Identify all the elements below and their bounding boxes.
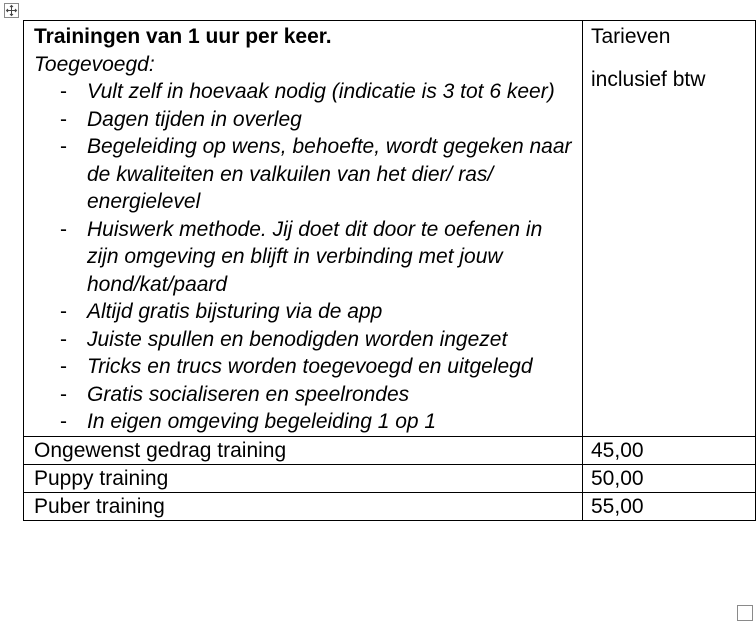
rates-header: [591, 23, 755, 93]
intro-subtitle: Toegevoegd:: [34, 52, 155, 76]
table-row: [24, 464, 756, 492]
table-row: [24, 436, 756, 464]
table-move-handle-icon[interactable]: [4, 3, 19, 18]
intro-title: Trainingen van 1 uur per keer.: [34, 25, 332, 48]
intro-row: [24, 21, 756, 437]
training-price-cell[interactable]: 45,00: [583, 436, 756, 464]
feature-item: - Begeleiding op wens, behoefte, wordt gegeken naar de kwaliteiten en valkuilen van het dier/ ras/ energielevel: [87, 133, 582, 216]
rates-header-line1: Tarieven: [591, 25, 671, 48]
feature-item: - Altijd gratis bijsturing via de app: [87, 298, 582, 326]
table-row: [24, 492, 756, 520]
feature-item: - Huiswerk methode. Jij doet dit door te oefenen in zijn omgeving en blijft in verbinding met jouw hond/kat/paard: [87, 216, 582, 299]
rates-header-line2: inclusief btw: [591, 67, 706, 91]
feature-item: - In eigen omgeving begeleiding 1 op 1: [87, 408, 582, 436]
feature-item: - Vult zelf in hoevaak nodig (indicatie is 3 tot 6 keer): [87, 78, 582, 106]
intro-cell[interactable]: [24, 21, 583, 437]
table-resize-handle-icon[interactable]: [737, 605, 753, 621]
feature-item: - Juiste spullen en benodigden worden ingezet: [87, 326, 582, 354]
move-arrows-icon: [5, 4, 18, 17]
training-price-cell[interactable]: 55,00: [583, 492, 756, 520]
rates-header-cell[interactable]: [583, 21, 756, 437]
features-list: [34, 78, 582, 436]
feature-item: - Tricks en trucs worden toegevoegd en uitgelegd: [87, 353, 582, 381]
training-name-cell[interactable]: Puber training: [24, 492, 583, 520]
feature-item: - Gratis socialiseren en speelrondes: [87, 381, 582, 409]
training-price-cell[interactable]: 50,00: [583, 464, 756, 492]
training-name-cell[interactable]: Ongewenst gedrag training: [24, 436, 583, 464]
training-name-cell[interactable]: Puppy training: [24, 464, 583, 492]
pricing-table: [23, 20, 756, 521]
feature-item: - Dagen tijden in overleg: [87, 106, 582, 134]
